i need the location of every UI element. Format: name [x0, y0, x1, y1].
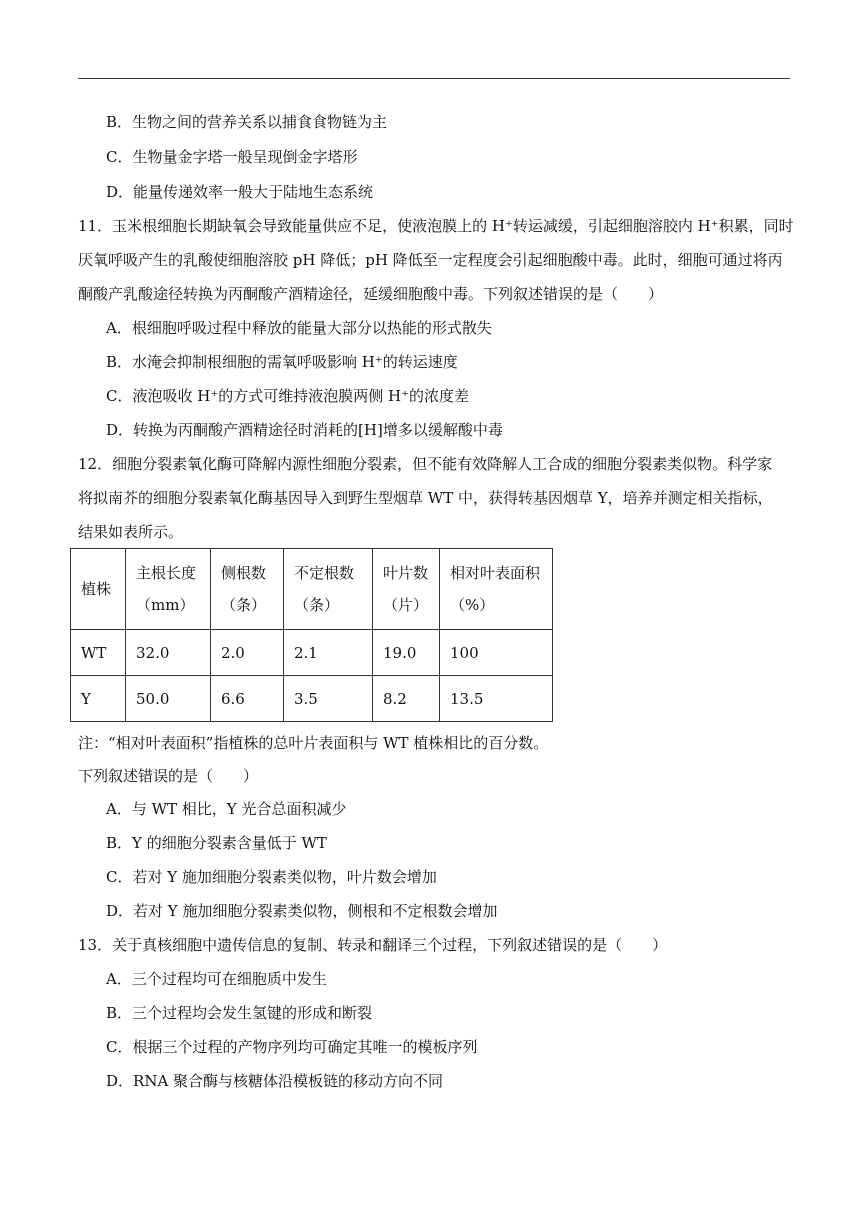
q13-option-b: B．三个过程均会发生氢键的形成和断裂: [106, 1004, 373, 1022]
q12-option-a: A．与 WT 相比，Y 光合总面积减少: [106, 800, 347, 818]
q11-option-c: C．液泡吸收 H⁺的方式可维持液泡膜两侧 H⁺的浓度差: [106, 387, 470, 405]
q12-option-c: C．若对 Y 施加细胞分裂素类似物，叶片数会增加: [106, 868, 437, 886]
table-cell: 2.0: [211, 630, 284, 676]
q11-stem-line: 酮酸产乳酸途径转换为丙酮酸产酒精途径，延缓细胞酸中毒。下列叙述错误的是（ ）: [78, 285, 664, 303]
q10-option-b: B．生物之间的营养关系以捕食食物链为主: [106, 113, 388, 131]
q12-stem-line: 12．细胞分裂素氧化酶可降解内源性细胞分裂素，但不能有效降解人工合成的细胞分裂素类似物。科学家: [78, 455, 773, 473]
q12-stem-line: 将拟南芥的细胞分裂素氧化酶基因导入到野生型烟草 WT 中，获得转基因烟草 Y，培养并测定相关指标，: [78, 489, 773, 507]
q13-option-c: C．根据三个过程的产物序列均可确定其唯一的模板序列: [106, 1038, 478, 1056]
q11-option-a: A．根细胞呼吸过程中释放的能量大部分以热能的形式散失: [106, 319, 492, 337]
table-row: [71, 676, 553, 722]
q11-stem-line: 11．玉米根细胞长期缺氧会导致能量供应不足，使液泡膜上的 H⁺转运减缓，引起细胞溶胶内 H⁺积累，同时: [78, 217, 794, 235]
table-cell: 8.2: [373, 676, 440, 722]
table-cell: 50.0: [126, 676, 211, 722]
q13-option-d: D．RNA 聚合酶与核糖体沿模板链的移动方向不同: [106, 1072, 444, 1090]
table-header-cell: 不定根数 （条）: [284, 549, 373, 630]
results-table: [70, 548, 553, 722]
q11-stem-line: 厌氧呼吸产生的乳酸使细胞溶胶 pH 降低；pH 降低至一定程度会引起细胞酸中毒。此时，细胞可通过将丙: [78, 251, 783, 269]
table-header-cell: 叶片数 （片）: [373, 549, 440, 630]
q11-option-b: B．水淹会抑制根细胞的需氧呼吸影响 H⁺的转运速度: [106, 353, 458, 371]
q12-stem-line: 结果如表所示。: [78, 523, 184, 541]
table-cell: WT: [71, 630, 126, 676]
header-rule: [78, 78, 790, 79]
table-header-cell: 主根长度 （mm）: [126, 549, 211, 630]
table-cell: 2.1: [284, 630, 373, 676]
table-cell: 6.6: [211, 676, 284, 722]
q13-stem: 13．关于真核细胞中遗传信息的复制、转录和翻译三个过程，下列叙述错误的是（ ）: [78, 936, 668, 954]
q12-option-b: B．Y 的细胞分裂素含量低于 WT: [106, 834, 327, 852]
table-row: [71, 630, 553, 676]
table-header-cell: 侧根数 （条）: [211, 549, 284, 630]
q10-option-c: C．生物量金字塔一般呈现倒金字塔形: [106, 148, 358, 166]
table-cell: 19.0: [373, 630, 440, 676]
table-header-row: [71, 549, 553, 630]
table-cell: 32.0: [126, 630, 211, 676]
q13-option-a: A．三个过程均可在细胞质中发生: [106, 970, 327, 988]
q12-question: 下列叙述错误的是（ ）: [78, 767, 259, 785]
table-header-cell: 相对叶表面积 （%）: [440, 549, 553, 630]
table-note: 注：“相对叶表面积”指植株的总叶片表面积与 WT 植株相比的百分数。: [78, 734, 549, 752]
table-header-cell: 植株: [71, 549, 126, 630]
q12-option-d: D．若对 Y 施加细胞分裂素类似物，侧根和不定根数会增加: [106, 902, 498, 920]
table-cell: Y: [71, 676, 126, 722]
table-cell: 13.5: [440, 676, 553, 722]
table-cell: 3.5: [284, 676, 373, 722]
table-cell: 100: [440, 630, 553, 676]
q11-option-d: D．转换为丙酮酸产酒精途径时消耗的[H]增多以缓解酸中毒: [106, 421, 503, 439]
q10-option-d: D．能量传递效率一般大于陆地生态系统: [106, 183, 374, 201]
